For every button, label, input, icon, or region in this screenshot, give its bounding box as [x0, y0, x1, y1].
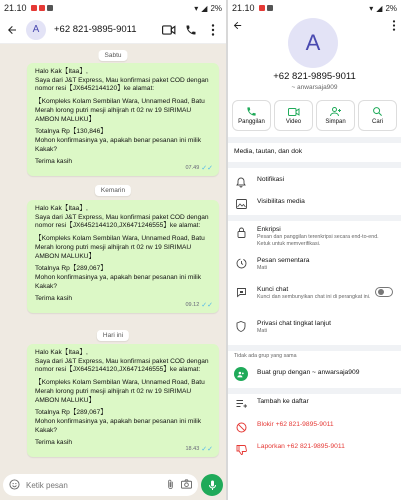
call-button[interactable] — [232, 100, 271, 131]
advanced-privacy-status: Mati — [257, 328, 268, 334]
contact-username: ~ anwarsaja909 — [291, 84, 338, 91]
call-label: Panggilan — [238, 119, 265, 125]
message-meta — [186, 445, 214, 454]
message-list[interactable] — [0, 44, 226, 470]
add-person-icon — [330, 106, 342, 117]
message-bubble[interactable] — [27, 344, 219, 457]
contact-actions — [232, 100, 397, 131]
mic-icon — [208, 480, 217, 491]
more-options-icon[interactable] — [392, 18, 396, 36]
app-notification-icon — [31, 5, 37, 11]
encryption-subtitle: Pesan dan panggilan terenkripsi secara end-to-end. Ketuk untuk memverifikasi. — [257, 234, 379, 247]
signal-icon: ◢ — [376, 3, 383, 13]
app-notification-icon — [47, 5, 53, 11]
notifications-row[interactable] — [228, 176, 401, 188]
message-time: 18.43 — [185, 445, 200, 452]
more-options-icon[interactable] — [204, 21, 222, 39]
status-time: 21.10 — [232, 3, 255, 13]
create-group-row[interactable] — [228, 366, 401, 381]
save-contact-button[interactable] — [316, 100, 355, 131]
contact-phone: +62 821-9895-9011 — [273, 71, 356, 82]
message-meta — [186, 164, 214, 173]
message-text: Halo Kak【Itaa】, Saya dari J&T Express, Mau konfirmasi paket COD dengan nomor resi【JX6452144120,JX6471246555】ke alamat: — [35, 205, 209, 230]
notification-icons — [259, 5, 273, 11]
app-notification-icon — [267, 5, 273, 11]
timer-icon — [234, 258, 248, 269]
list-add-icon — [234, 399, 248, 409]
battery-level: 2% — [210, 3, 222, 13]
video-button[interactable] — [274, 100, 313, 131]
message-text: Halo Kak【Itaa】, Saya dari J&T Express, Mau konfirmasi paket COD dengan nomor resi【JX6452144120】ke alamat: — [35, 68, 209, 93]
add-to-list-label: Tambah ke daftar — [257, 398, 309, 405]
message-input[interactable] — [3, 474, 198, 496]
battery-level: 2% — [385, 3, 397, 13]
section-separator — [228, 137, 401, 143]
contact-avatar[interactable]: A — [26, 20, 46, 40]
chat-title[interactable]: +62 821-9895-9011 — [54, 24, 137, 35]
date-separator: Sabtu — [99, 50, 128, 61]
group-icon-wrap — [234, 367, 248, 381]
search-label: Cari — [371, 119, 383, 125]
section-separator — [228, 345, 401, 351]
disappearing-title: Pesan sementara — [257, 257, 310, 264]
contact-avatar-large[interactable]: A — [288, 18, 338, 68]
phone-icon — [246, 106, 257, 117]
status-bar — [0, 0, 226, 16]
message-meta — [186, 301, 214, 310]
section-separator — [228, 162, 401, 168]
no-common-groups-label: Tidak ada grup yang sama — [234, 353, 297, 359]
wifi-icon: ▾ — [369, 3, 374, 13]
block-icon — [234, 422, 248, 433]
status-time: 21.10 — [4, 3, 27, 13]
report-label: Laporkan +62 821-9895-9011 — [257, 443, 345, 450]
message-text: Totalnya Rp【130,846】 Mohon konfirmasinya ya, apakah benar pesanan ini milik Kakak? — [35, 128, 202, 153]
message-text: Terima kasih — [35, 439, 73, 447]
message-text: Terima kasih — [35, 295, 73, 303]
video-label: Video — [285, 118, 302, 125]
section-separator — [228, 215, 401, 221]
group-add-icon — [234, 367, 248, 381]
media-label: Media, tautan, dan dok — [234, 148, 303, 155]
message-time: 07.49 — [185, 164, 200, 171]
message-text: 【Kompleks Kolam Sembilan Wara, Unnamed Road, Batu Merah lorong putri mesji alhijrah rt 02 rw 19 SIRIMAU AMBON MALUKU】 — [35, 235, 205, 260]
advanced-privacy-row[interactable] — [228, 320, 401, 335]
back-arrow-icon[interactable] — [4, 22, 20, 38]
advanced-privacy-title: Privasi chat tingkat lanjut — [257, 320, 331, 327]
report-row[interactable] — [228, 443, 401, 455]
read-receipt-icon: ✓✓ — [201, 445, 213, 453]
system-icons — [369, 4, 397, 13]
read-receipt-icon: ✓✓ — [201, 301, 213, 309]
message-text: Totalnya Rp【289,067】 Mohon konfirmasinya ya, apakah benar pesanan ini milik Kakak? — [35, 409, 202, 434]
chat-lock-subtitle: Kunci dan sembunyikan chat ini di perangkat ini. — [257, 294, 371, 300]
app-notification-icon — [39, 5, 45, 11]
block-row[interactable] — [228, 421, 401, 433]
message-text: Totalnya Rp【289,067】 Mohon konfirmasinya ya, apakah benar pesanan ini milik Kakak? — [35, 265, 202, 290]
chat-lock-row[interactable] — [228, 286, 401, 301]
chat-lock-title: Kunci chat — [257, 286, 289, 293]
wifi-icon: ▾ — [194, 3, 199, 13]
disappearing-messages-row[interactable] — [228, 257, 401, 272]
status-bar — [228, 0, 401, 16]
lock-icon — [234, 227, 248, 238]
media-links-docs[interactable] — [228, 148, 401, 155]
message-time: 09.12 — [185, 301, 200, 308]
message-text: 【Kompleks Kolam Sembilan Wara, Unnamed Road, Batu Merah lorong putri mesji alhijrah rt 02 rw 19 SIRIMAU AMBON MALUKU】 — [35, 379, 205, 404]
thumbs-down-icon — [234, 444, 248, 455]
message-bubble[interactable] — [27, 63, 219, 176]
signal-icon: ◢ — [201, 3, 208, 13]
media-visibility-row[interactable] — [228, 198, 401, 209]
media-visibility-label: Visibilitas media — [257, 198, 305, 205]
message-text: 【Kompleks Kolam Sembilan Wara, Unnamed Road, Batu Merah lorong putri mesji alhijrah rt 02 rw 19 SIRIMAU AMBON MALUKU】 — [35, 98, 205, 123]
contact-info-pane — [228, 0, 401, 500]
chat-lock-icon — [234, 287, 248, 298]
attach-icon[interactable] — [166, 479, 175, 492]
disappearing-status: Mati — [257, 265, 268, 271]
create-group-label: Buat grup dengan ~ anwarsaja909 — [257, 369, 360, 376]
read-receipt-icon: ✓✓ — [201, 164, 213, 172]
message-composer — [0, 470, 226, 500]
date-separator: Hari ini — [97, 330, 129, 341]
chat-lock-toggle[interactable] — [375, 287, 393, 297]
section-separator — [228, 388, 401, 394]
search-icon — [372, 106, 383, 117]
system-icons — [194, 4, 222, 13]
message-text: Terima kasih — [35, 158, 73, 166]
notification-icons — [31, 5, 53, 11]
camera-icon[interactable] — [181, 479, 192, 491]
mic-button[interactable] — [201, 474, 223, 496]
voice-call-icon[interactable] — [182, 21, 200, 39]
video-call-icon[interactable] — [160, 21, 178, 39]
encryption-row[interactable] — [228, 226, 401, 248]
chat-header — [0, 16, 226, 44]
video-icon — [288, 107, 300, 117]
app-notification-icon — [259, 5, 265, 11]
bell-icon — [234, 177, 248, 188]
message-bubble[interactable] — [27, 200, 219, 313]
search-button[interactable] — [358, 100, 397, 131]
emoji-icon[interactable] — [9, 479, 20, 492]
message-text: Halo Kak【Itaa】, Saya dari J&T Express, Mau konfirmasi paket COD dengan nomor resi【JX6452144120,JX6471246555】ke alamat: — [35, 349, 209, 374]
notifications-label: Notifikasi — [257, 176, 285, 183]
common-groups-header — [228, 352, 401, 360]
shield-icon — [234, 321, 248, 332]
date-separator: Kemarin — [95, 185, 131, 196]
add-to-list-row[interactable] — [228, 398, 401, 409]
back-arrow-icon[interactable] — [232, 18, 243, 36]
image-icon — [234, 199, 248, 209]
save-label: Simpan — [325, 119, 346, 125]
encryption-title: Enkripsi — [257, 226, 281, 233]
block-label: Blokir +62 821-9895-9011 — [257, 421, 334, 428]
message-placeholder: Ketik pesan — [26, 480, 68, 490]
